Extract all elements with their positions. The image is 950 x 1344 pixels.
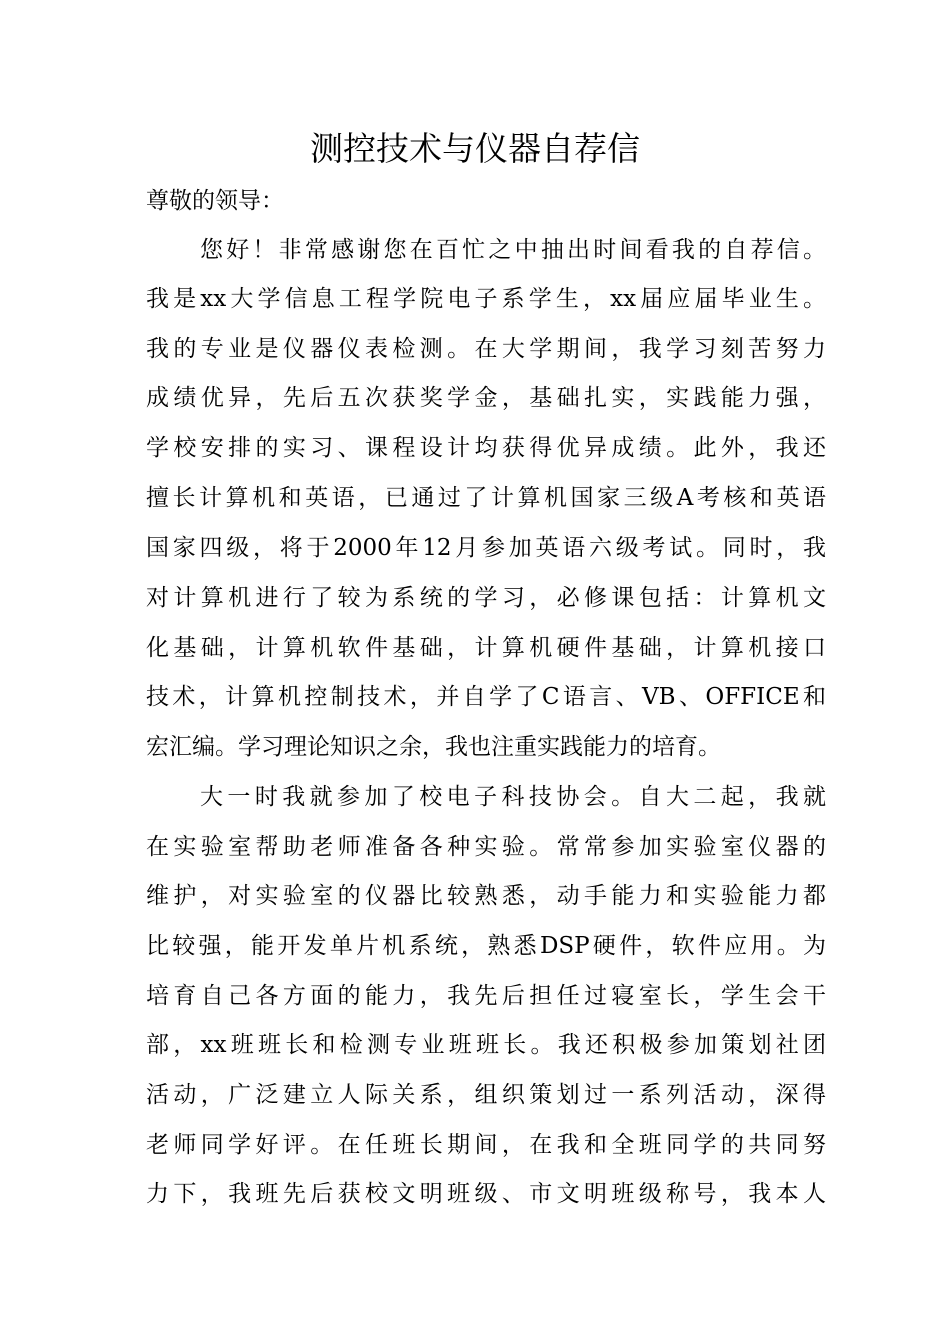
- paragraph-line: 部，xx班班长和检测专业班班长。我还积极参加策划社团: [146, 1032, 826, 1058]
- paragraph-line: 宏汇编。学习理论知识之余，我也注重实践能力的培育。: [146, 734, 721, 760]
- paragraph-line: 维护，对实验室的仪器比较熟悉，动手能力和实验能力都: [146, 883, 826, 909]
- paragraph-line: 擅长计算机和英语，已通过了计算机国家三级A考核和英语: [146, 485, 826, 511]
- paragraph-line: 我是xx大学信息工程学院电子系学生，xx届应届毕业生。: [146, 286, 826, 312]
- paragraph-line: 学校安排的实习、课程设计均获得优异成绩。此外，我还: [146, 435, 826, 461]
- paragraph-line: 您好！非常感谢您在百忙之中抽出时间看我的自荐信。: [200, 237, 826, 263]
- paragraph-line: 大一时我就参加了校电子科技协会。自大二起，我就: [200, 784, 826, 810]
- paragraph-line: 我的专业是仪器仪表检测。在大学期间，我学习刻苦努力: [146, 336, 826, 362]
- paragraph-line: 培育自己各方面的能力，我先后担任过寝室长，学生会干: [146, 983, 826, 1009]
- paragraph-line: 成绩优异，先后五次获奖学金，基础扎实，实践能力强，: [146, 385, 826, 411]
- paragraph-line: 对计算机进行了较为系统的学习，必修课包括：计算机文: [146, 585, 826, 611]
- paragraph-line: 力下，我班先后获校文明班级、市文明班级称号，我本人: [146, 1181, 826, 1207]
- paragraph-line: 化基础，计算机软件基础，计算机硬件基础，计算机接口: [146, 635, 826, 661]
- paragraph-line: 活动，广泛建立人际关系，组织策划过一系列活动，深得: [146, 1082, 826, 1108]
- paragraph-line: 在实验室帮助老师准备各种实验。常常参加实验室仪器的: [146, 834, 826, 860]
- paragraph-line: 老师同学好评。在任班长期间，在我和全班同学的共同努: [146, 1132, 826, 1158]
- salutation: 尊敬的领导：: [146, 188, 284, 214]
- paragraph-line: 技术，计算机控制技术，并自学了C语言、VB、OFFICE和: [146, 684, 826, 710]
- document-title: 测控技术与仪器自荐信: [310, 129, 640, 168]
- paragraph-line: 比较强，能开发单片机系统，熟悉DSP硬件，软件应用。为: [146, 933, 826, 959]
- paragraph-line: 国家四级，将于2000年12月参加英语六级考试。同时，我: [146, 535, 826, 561]
